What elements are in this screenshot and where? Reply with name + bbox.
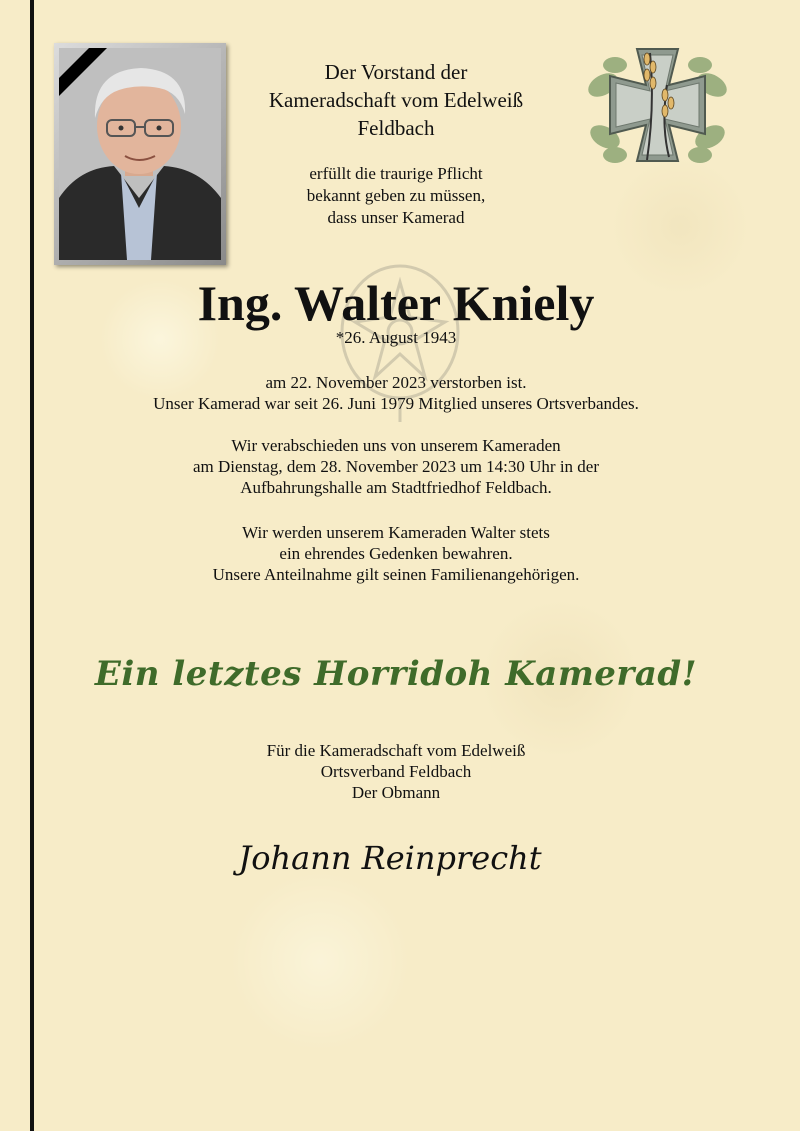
header-line: Der Vorstand der — [324, 60, 468, 84]
farewell-line: Wir verabschieden uns von unserem Kameraden — [231, 436, 561, 455]
header-text — [226, 58, 566, 142]
header-line: Kameradschaft vom Edelweiß — [268, 88, 524, 112]
memory-line: Wir werden unserem Kameraden Walter stets — [242, 523, 550, 542]
farewell-line: am Dienstag, dem 28. November 2023 um 14:30 Uhr in der — [192, 457, 600, 476]
intro-text — [226, 163, 566, 229]
motto-text: Ein letztes Horridoh Kamerad! — [94, 654, 698, 694]
signoff-text — [40, 740, 752, 803]
death-line: am 22. November 2023 verstorben ist. — [265, 373, 527, 392]
memory-line: ein ehrendes Gedenken bewahren. — [279, 544, 513, 563]
death-text — [40, 372, 752, 414]
portrait-photo — [59, 48, 221, 260]
deceased-name: Ing. Walter Kniely — [197, 275, 595, 331]
farewell-text — [40, 435, 752, 498]
signoff-line: Ortsverband Feldbach — [320, 762, 472, 781]
handwritten-signature: Johann Reinprecht — [238, 839, 542, 877]
iron-cross-emblem-icon — [585, 45, 730, 165]
intro-line: dass unser Kamerad — [327, 208, 465, 227]
farewell-line: Aufbahrungshalle am Stadtfriedhof Feldbach. — [240, 478, 552, 497]
mourning-border — [30, 0, 34, 1131]
portrait-photo-frame — [54, 43, 226, 265]
birth-date: *26. August 1943 — [335, 328, 457, 347]
memory-line: Unsere Anteilnahme gilt seinen Familienangehörigen. — [212, 565, 580, 584]
signoff-line: Der Obmann — [351, 783, 441, 802]
mourning-band-icon — [59, 48, 139, 128]
intro-line: erfüllt die traurige Pflicht — [309, 164, 483, 183]
signoff-line: Für die Kameradschaft vom Edelweiß — [266, 741, 526, 760]
header-line: Feldbach — [357, 116, 435, 140]
intro-line: bekannt geben zu müssen, — [306, 186, 486, 205]
death-line: Unser Kamerad war seit 26. Juni 1979 Mitglied unseres Ortsverbandes. — [153, 394, 639, 413]
memory-text — [40, 522, 752, 585]
